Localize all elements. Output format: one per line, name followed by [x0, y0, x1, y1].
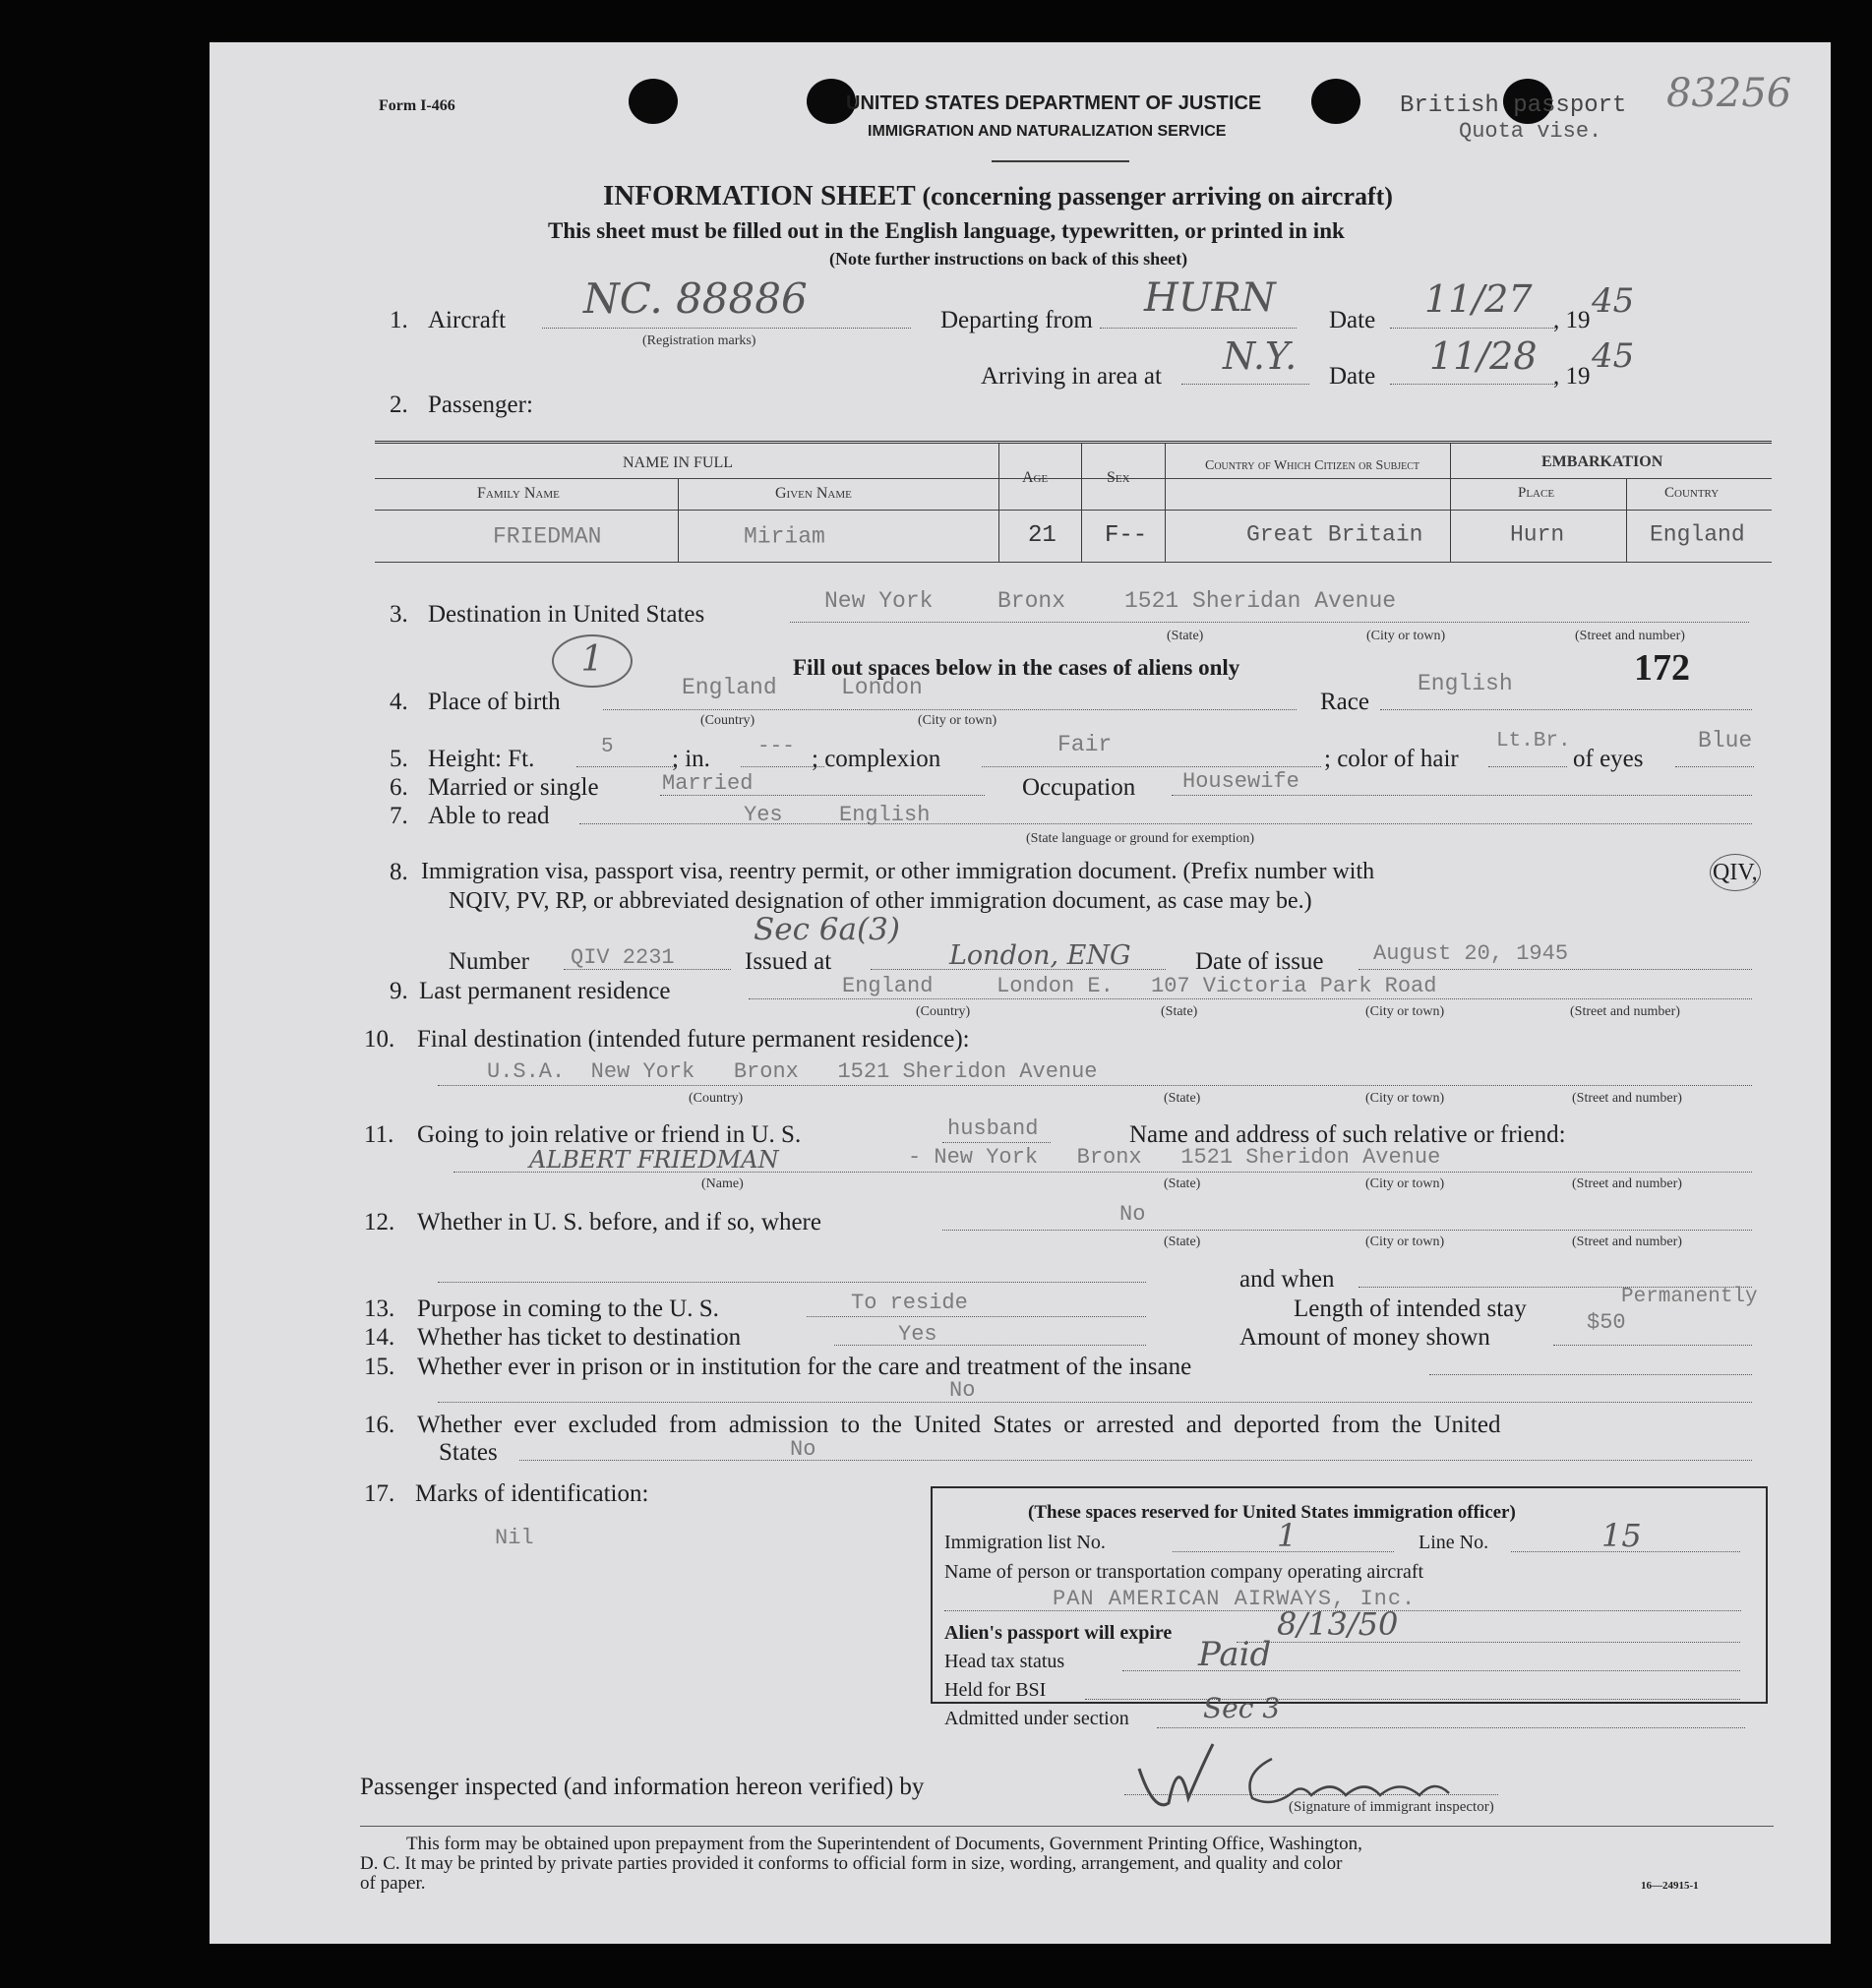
cap-state: (State) — [1164, 1091, 1201, 1106]
footer-line3: of paper. — [360, 1873, 426, 1894]
bsi-line — [1085, 1699, 1740, 1700]
operator-value[interactable]: PAN AMERICAN AIRWAYS, Inc. — [1053, 1587, 1417, 1611]
footer-code: 16—24915-1 — [1641, 1880, 1699, 1892]
admitted-line — [1157, 1727, 1745, 1728]
cap-city: (City or town) — [1366, 629, 1446, 643]
marks-value[interactable]: Nil — [495, 1526, 534, 1550]
embark-place-cell[interactable]: Hurn — [1510, 521, 1565, 548]
item9-number: 9. — [390, 978, 408, 1004]
date2-line — [1390, 384, 1557, 385]
residence-street[interactable]: 107 Victoria Park Road — [1151, 974, 1437, 998]
visa-line2: NQIV, PV, RP, or abbreviated designation of other immigration document, as case may be.) — [449, 888, 1312, 914]
issued-label: Issued at — [745, 948, 832, 975]
height-label: Height: Ft. — [428, 746, 535, 772]
year-prefix: , 19 — [1553, 307, 1591, 333]
aircraft-line — [542, 328, 911, 329]
cap-street: (Street and number) — [1570, 1004, 1680, 1019]
service-name: IMMIGRATION AND NATURALIZATION SERVICE — [868, 123, 1227, 140]
hair-line — [1488, 766, 1567, 767]
complexion-label: ; complexion — [812, 746, 941, 772]
complexion-value[interactable]: Fair — [1057, 732, 1113, 757]
previous-visit-value[interactable]: No — [1119, 1202, 1146, 1227]
residence-line — [749, 998, 1752, 999]
headtax-label: Head tax status — [944, 1651, 1065, 1672]
prison-label: Whether ever in prison or in institution for the care and treatment of the insane — [417, 1354, 1192, 1380]
when-label: and when — [1239, 1266, 1335, 1293]
money-line — [1553, 1345, 1752, 1346]
year-value[interactable]: 45 — [1592, 281, 1635, 321]
departing-line — [1100, 328, 1297, 329]
item6-number: 6. — [390, 774, 408, 801]
admitted-value[interactable]: Sec 3 — [1203, 1692, 1281, 1724]
residence-label: Last permanent residence — [419, 978, 671, 1004]
final-destination-label: Final destination (intended future permanent residence): — [417, 1026, 970, 1053]
stay-label: Length of intended stay — [1294, 1295, 1527, 1322]
excluded-value[interactable]: No — [790, 1437, 816, 1462]
line-value[interactable]: 15 — [1601, 1517, 1642, 1554]
final-destination-value[interactable]: U.S.A. New York Bronx 1521 Sheridon Avenue — [487, 1059, 1098, 1084]
headtax-value[interactable]: Paid — [1198, 1635, 1272, 1674]
sex-header: Sex — [1107, 469, 1130, 486]
item17-number: 17. — [364, 1480, 395, 1507]
read-label: Able to read — [428, 803, 550, 829]
officer-box-header: (These spaces reserved for United States immigration officer) — [1028, 1502, 1516, 1523]
issued-value[interactable]: London, ENG — [949, 940, 1131, 971]
visa-line1: Immigration visa, passport visa, reentry permit, or other immigration document. (Prefix number with — [421, 859, 1375, 884]
ticket-label: Whether has ticket to destination — [417, 1324, 742, 1351]
punch-hole — [629, 79, 678, 124]
birth-city[interactable]: London — [841, 675, 923, 700]
country-header: Country — [1664, 485, 1720, 501]
destination-city[interactable]: Bronx — [997, 588, 1066, 614]
money-label: Amount of money shown — [1239, 1324, 1490, 1351]
aircraft-value[interactable]: NC. 88886 — [583, 274, 808, 323]
item12-number: 12. — [364, 1209, 395, 1235]
footer-line1: This form may be obtained upon prepayment from the Superintendent of Documents, Government Printing Office, Washington, — [406, 1834, 1362, 1854]
relation-value[interactable]: husband — [947, 1116, 1039, 1141]
doc-number-value[interactable]: QIV 2231 — [571, 945, 675, 970]
item8-number: 8. — [390, 859, 408, 885]
aliens-only-notice: Fill out spaces below in the cases of aliens only — [793, 655, 1240, 680]
passenger-label: Passenger: — [428, 392, 533, 418]
age-header: Age — [1022, 469, 1049, 486]
date2-value[interactable]: 11/28 — [1429, 334, 1538, 378]
citizenship-header: Country of Which Citizen or Subject — [1204, 458, 1420, 473]
join-relative-label: Going to join relative or friend in U. S. — [417, 1121, 802, 1148]
relative-address[interactable]: - New York Bronx 1521 Sheridon Avenue — [908, 1145, 1441, 1170]
marks-label: Marks of identification: — [415, 1480, 649, 1507]
passport-value[interactable]: 8/13/50 — [1277, 1605, 1399, 1643]
purpose-value[interactable]: To reside — [851, 1291, 968, 1315]
year2-prefix: , 19 — [1553, 363, 1591, 390]
date2-label: Date — [1329, 363, 1376, 390]
residence-state[interactable]: London E. — [996, 974, 1114, 998]
height-feet[interactable]: 5 — [601, 736, 614, 758]
cap-street: (Street and number) — [1572, 1091, 1682, 1106]
cap-state: (State) — [1161, 1004, 1198, 1019]
cap-street: (Street and number) — [1575, 629, 1685, 643]
prison-line2 — [438, 1402, 1752, 1403]
feet-line — [576, 766, 675, 767]
stamp-number: 83256 — [1666, 71, 1792, 116]
complexion-line — [982, 766, 1321, 767]
embarkation-header: EMBARKATION — [1541, 453, 1663, 470]
footer-rule — [360, 1826, 1774, 1827]
race-line — [1380, 709, 1752, 710]
relative-name[interactable]: ALBERT FRIEDMAN — [529, 1146, 779, 1174]
cap-city-town: (City or town) — [918, 713, 997, 728]
arriving-value[interactable]: N.Y. — [1223, 334, 1298, 378]
excluded-line — [519, 1460, 1752, 1461]
cap-country: (Country) — [700, 713, 755, 728]
purpose-line — [807, 1316, 1146, 1317]
final-destination-line — [438, 1085, 1752, 1086]
title-main: INFORMATION SHEET — [603, 180, 916, 211]
arriving-line — [1181, 384, 1309, 385]
passport-label: Alien's passport will expire — [944, 1622, 1173, 1644]
item5-number: 5. — [390, 746, 408, 772]
cap-street: (Street and number) — [1572, 1176, 1682, 1191]
birthplace-line — [603, 709, 1297, 710]
cap-city: (City or town) — [1365, 1235, 1445, 1249]
given-name-cell[interactable]: Miriam — [744, 523, 825, 550]
date-value[interactable]: 11/27 — [1424, 277, 1533, 321]
read-value[interactable]: Yes — [744, 803, 783, 827]
excluded-label-cont: States — [439, 1439, 498, 1466]
item10-number: 10. — [364, 1026, 395, 1053]
date-line — [1390, 328, 1557, 329]
cap-city: (City or town) — [1365, 1176, 1445, 1191]
arriving-label: Arriving in area at — [981, 363, 1162, 390]
officer-box — [931, 1486, 1768, 1704]
item14-number: 14. — [364, 1324, 395, 1351]
aircraft-label: Aircraft — [428, 307, 507, 333]
birthplace-label: Place of birth — [428, 689, 561, 715]
departing-label: Departing from — [940, 307, 1093, 333]
sheet-title — [603, 182, 1393, 211]
section-note: Sec 6a(3) — [754, 912, 900, 947]
marital-label: Married or single — [428, 774, 599, 801]
header-rule — [992, 160, 1129, 162]
ticket-value[interactable]: Yes — [898, 1322, 937, 1347]
hair-label: ; color of hair — [1324, 746, 1459, 772]
form-sheet — [210, 42, 1831, 1944]
item1-number: 1. — [390, 307, 408, 333]
doc-number-label: Number — [449, 948, 529, 975]
given-name-header: Given Name — [775, 485, 852, 502]
previous-visit-line — [942, 1230, 1752, 1231]
bsi-label: Held for BSI — [944, 1679, 1047, 1701]
citizen-cell[interactable]: Great Britain — [1246, 521, 1423, 548]
relative-name-label: Name and address of such relative or friend: — [1129, 1121, 1566, 1148]
cap-street: (Street and number) — [1572, 1235, 1682, 1249]
title-paren: (concerning passenger arriving on aircraft) — [922, 182, 1393, 211]
title-note: (Note further instructions on back of this sheet) — [829, 249, 1188, 269]
name-in-full-header: NAME IN FULL — [623, 454, 733, 471]
number-172: 172 — [1634, 647, 1690, 689]
signature-caption: (Signature of immigrant inspector) — [1289, 1799, 1494, 1815]
eyes-value[interactable]: Blue — [1698, 728, 1753, 753]
family-name-cell[interactable]: FRIEDMAN — [493, 523, 602, 550]
line-label: Line No. — [1419, 1532, 1489, 1553]
destination-state[interactable]: New York — [824, 588, 934, 614]
cap-state: (State) — [1164, 1235, 1201, 1249]
stay-value[interactable]: Permanently — [1621, 1286, 1758, 1308]
previous-visit-label: Whether in U. S. before, and if so, where — [417, 1209, 821, 1235]
inches-label: ; in. — [672, 746, 710, 772]
department-name: UNITED STATES DEPARTMENT OF JUSTICE — [846, 92, 1262, 114]
relation-line — [942, 1142, 1051, 1143]
embark-country-cell[interactable]: England — [1650, 521, 1745, 548]
item11-number: 11. — [364, 1121, 394, 1148]
qiv-circled: QIV, — [1710, 854, 1761, 891]
birth-country[interactable]: England — [682, 675, 777, 700]
sex-cell[interactable]: F-- — [1105, 522, 1148, 549]
ticket-line — [834, 1345, 1146, 1346]
occupation-value[interactable]: Housewife — [1182, 769, 1299, 794]
read-caption: (State language or ground for exemption) — [1026, 831, 1255, 846]
circled-number: 1 — [552, 634, 633, 688]
item16-number: 16. — [364, 1412, 395, 1438]
item13-number: 13. — [364, 1295, 395, 1322]
race-value[interactable]: English — [1418, 671, 1513, 696]
cap-city: (City or town) — [1365, 1091, 1445, 1106]
occupation-label: Occupation — [1022, 774, 1136, 801]
footer-line2: D. C. It may be printed by private parties provided it conforms to official form in size, wording, arrangement, and quality and color — [360, 1853, 1343, 1874]
item15-number: 15. — [364, 1354, 395, 1380]
age-cell[interactable]: 21 — [1028, 522, 1057, 549]
previous-visit-line2 — [438, 1282, 1146, 1283]
item4-number: 4. — [390, 689, 408, 715]
place-header: Place — [1518, 485, 1555, 501]
date-issue-label: Date of issue — [1195, 948, 1324, 975]
cap-country: (Country) — [916, 1004, 971, 1019]
family-name-header: Family Name — [477, 485, 560, 502]
typed-note-passport: British passport — [1400, 92, 1627, 119]
punch-hole — [1311, 79, 1360, 124]
excluded-label: Whether ever excluded from admission to the United States or arrested and deported from the United — [417, 1412, 1501, 1438]
destination-street[interactable]: 1521 Sheridan Avenue — [1124, 588, 1397, 614]
cap-country: (Country) — [689, 1091, 744, 1106]
admitted-label: Admitted under section — [944, 1708, 1129, 1729]
inspected-label: Passenger inspected (and information hereon verified) by — [360, 1774, 925, 1800]
eyes-line — [1675, 766, 1754, 767]
prison-value[interactable]: No — [949, 1378, 976, 1403]
date-issue-value[interactable]: August 20, 1945 — [1373, 941, 1569, 966]
cap-city: (City or town) — [1365, 1004, 1445, 1019]
eyes-label: of eyes — [1573, 746, 1644, 772]
purpose-label: Purpose in coming to the U. S. — [417, 1295, 719, 1322]
list-label: Immigration list No. — [944, 1532, 1106, 1553]
title-instruction: This sheet must be filled out in the English language, typewritten, or printed in ink — [548, 218, 1345, 243]
cap-name: (Name) — [701, 1176, 744, 1191]
year2-value[interactable]: 45 — [1592, 336, 1635, 376]
occupation-line — [1172, 795, 1752, 796]
typed-note-quota: Quota vise. — [1459, 119, 1602, 144]
date-label: Date — [1329, 307, 1376, 333]
race-label: Race — [1320, 689, 1369, 715]
date-issue-line — [1359, 969, 1752, 970]
height-inches[interactable]: --- — [757, 736, 795, 758]
departing-value[interactable]: HURN — [1144, 275, 1276, 321]
item7-number: 7. — [390, 803, 408, 829]
form-number: Form I-466 — [379, 97, 455, 114]
cap-state: (State) — [1167, 629, 1204, 643]
marital-value[interactable]: Married — [662, 771, 754, 796]
read-language[interactable]: English — [839, 803, 931, 827]
destination-label: Destination in United States — [428, 601, 705, 628]
item3-number: 3. — [390, 601, 408, 628]
item2-number: 2. — [390, 392, 408, 418]
prison-line — [1429, 1374, 1752, 1375]
money-value[interactable]: $50 — [1587, 1310, 1626, 1335]
operator-label: Name of person or transportation company operating aircraft — [944, 1561, 1424, 1583]
residence-country[interactable]: England — [842, 974, 934, 998]
cap-state: (State) — [1164, 1176, 1201, 1191]
list-value[interactable]: 1 — [1277, 1517, 1298, 1554]
registration-caption: (Registration marks) — [642, 333, 756, 348]
hair-value[interactable]: Lt.Br. — [1496, 730, 1571, 753]
destination-line — [790, 622, 1749, 623]
